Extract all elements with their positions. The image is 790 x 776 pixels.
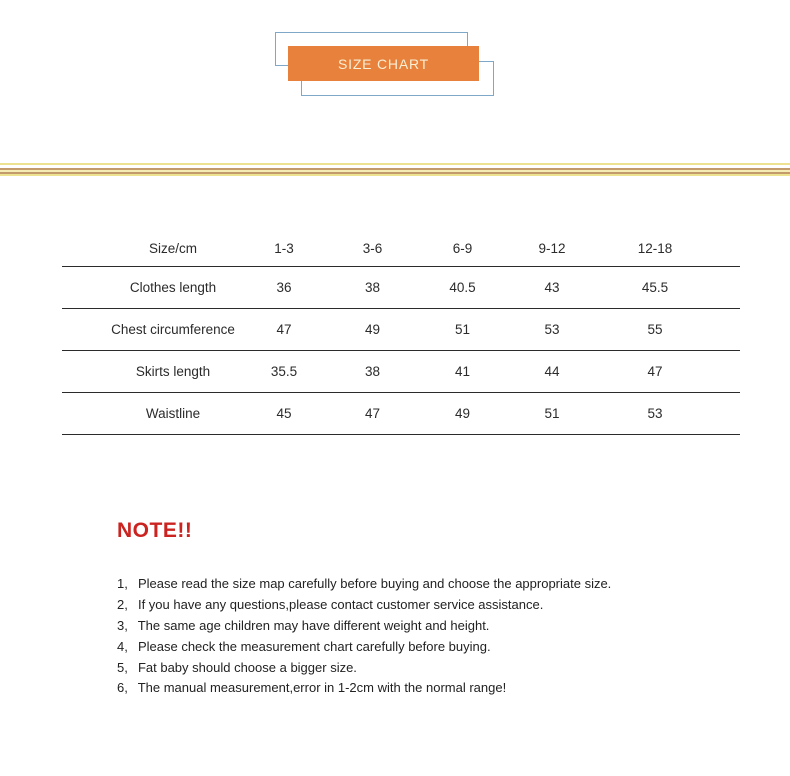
size-table-cell: 51 [454, 321, 471, 337]
size-table-cell: 55 [647, 321, 663, 337]
size-table-header-row [62, 231, 740, 266]
size-table-cell: 49 [364, 321, 381, 337]
note-heading: NOTE!! [117, 519, 193, 542]
size-table-cell: 51 [544, 405, 560, 421]
note-item: 3, The same age children may have different weight and height. [117, 617, 490, 633]
gold-divider [0, 163, 790, 176]
size-table-cell: 41 [454, 363, 471, 379]
size-table-cell: 35.5 [270, 363, 298, 379]
size-table-cell: Chest circumference [111, 321, 235, 337]
size-table-cell: 45 [276, 405, 292, 421]
size-table-cell: 3-6 [362, 240, 383, 256]
size-table-row [62, 308, 740, 350]
size-table-cell: 49 [454, 405, 471, 421]
size-table-row [62, 392, 740, 434]
size-table-cell: 6-9 [452, 240, 473, 256]
notes-list [117, 574, 611, 699]
size-table-cell: Clothes length [129, 279, 217, 295]
size-table-cell: 9-12 [538, 240, 566, 256]
size-table-head [62, 231, 740, 266]
size-table-cell: 47 [276, 321, 292, 337]
note-item: 6, The manual measurement,error in 1-2cm with the normal range! [117, 680, 507, 696]
note-item: 4, Please check the measurement chart carefully before buying. [117, 638, 491, 654]
size-table-cell: Waistline [145, 405, 201, 421]
size-table-cell: 44 [544, 363, 560, 379]
note-item: 5, Fat baby should choose a bigger size. [117, 659, 357, 675]
size-table-cell: 38 [364, 279, 381, 295]
size-table-row [62, 266, 740, 308]
size-chart-banner-title: SIZE CHART [338, 55, 429, 72]
size-table-cell: 12-18 [637, 240, 673, 256]
size-table-cell: 53 [647, 405, 663, 421]
size-table-cell: Skirts length [135, 363, 211, 379]
size-table-row [62, 350, 740, 392]
size-table-cell: 45.5 [641, 279, 669, 295]
size-table [62, 231, 740, 435]
size-table-cell: Size/cm [148, 240, 197, 256]
size-table-cell: 47 [364, 405, 381, 421]
size-table-cell: 40.5 [449, 279, 476, 295]
note-item: 1, Please read the size map carefully before buying and choose the appropriate size. [117, 576, 612, 591]
size-table-cell: 36 [276, 279, 292, 295]
size-table-body [62, 266, 740, 434]
divider-line [0, 174, 790, 176]
size-table-cell: 47 [647, 363, 663, 379]
size-table-cell: 38 [364, 363, 381, 379]
size-table-cell: 1-3 [274, 240, 294, 256]
size-table-cell: 43 [544, 279, 560, 295]
size-chart-banner [288, 46, 479, 81]
size-table-cell: 53 [544, 321, 560, 337]
note-item: 2, If you have any questions,please contact customer service assistance. [117, 596, 544, 612]
